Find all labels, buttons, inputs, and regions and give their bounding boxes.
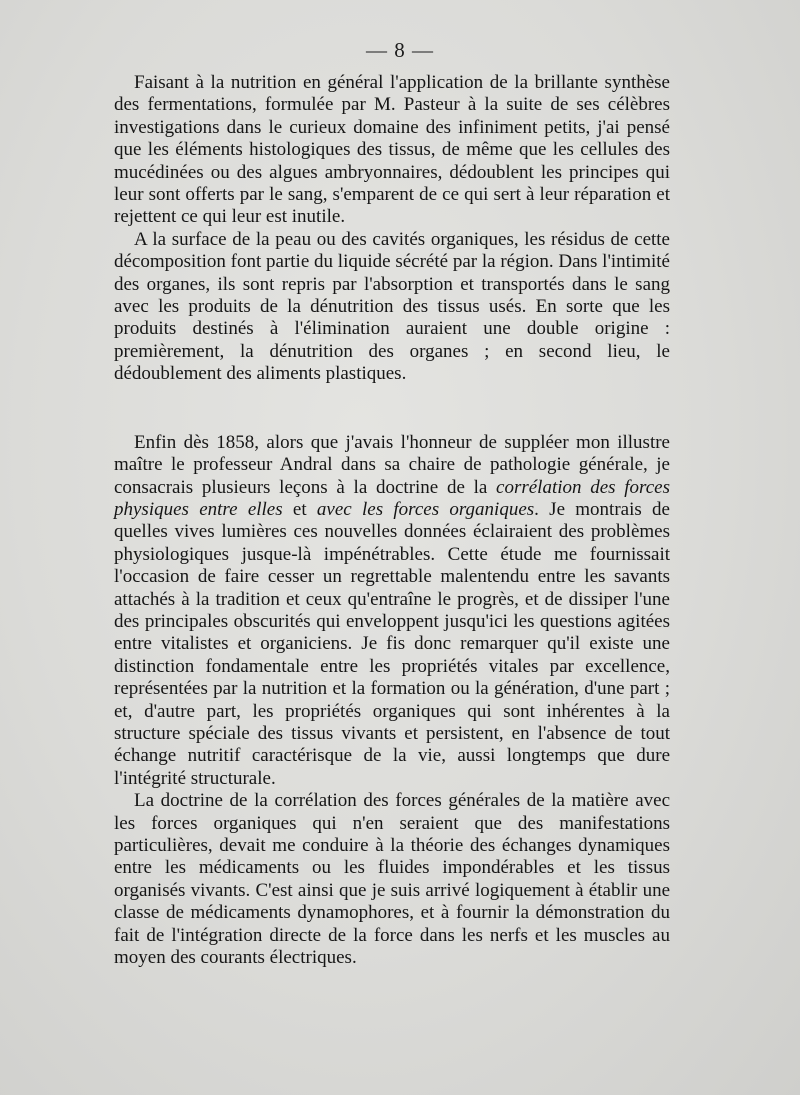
paragraph-3-text-conjunction: et [282,498,317,520]
paragraph-3-italic-phrase-1: corrélation des forces physiques entre elles [114,476,671,520]
paragraph-3-text-start: Enfin dès 1858, alors que j'avais l'honneur de suppléer mon illustre maître le professeur Andral dans sa chaire de pathologie générale, je consacrais plusieurs leçons à la doctrine de la [114,431,670,498]
paragraph-gap [114,386,670,432]
paragraph-1: Faisant à la nutrition en général l'application de la brillante synthèse des fermentations, formulée par M. Pasteur à la suite de ses célèbres investigations dans le curieux domaine des infiniment petits, j'ai pensé que les éléments histologiques des tissus, de même que les cellules des mucédinées ou des algues ambryonnaires, dédoublent les principes qui leur sont offerts par le sang, s'emparent de ce qui sert à leur réparation et rejettent ce qui leur est inutile. [114,72,670,228]
paragraph-4: La doctrine de la corrélation des forces générales de la matière avec les forces organiques qui n'en seraient que des manifestations particulières, devait me conduire à la théorie des échanges dynamiques entre les médicaments ou les fluides impondérables et les tissus organisés vivants. C'est ainsi que je suis arrivé logiquement à établir une classe de médicaments dynamophores, et à fournir la démonstration du fait de l'intégration directe de la force dans les nerfs et les muscles au moyen des courants électriques. [114,790,670,969]
paragraph-3 [114,432,670,791]
paragraph-3-italic-phrase-2: avec les forces organiques [316,498,535,520]
page-number: — 8 — [366,38,434,62]
page-body [114,72,670,969]
paragraph-3-text-end: . Je montrais de quelles vives lumières ces nouvelles données éclairaient des problèmes physiologiques jusque-là impénétrables. Cette étude me fournissait l'occasion de faire cesser un regrettable malentendu entre les savants attachés à la tradition et ceux qu'entraîne le progrès, et de dissiper l'une des principales obscurités qui enveloppent jusqu'ici les questions agitées entre vitalistes et organiciens. Je fis donc remarquer qu'il existe une distinction fondamentale entre les propriétés vitales par excellence, représentées par la nutrition et la formation ou la génération, d'une part ; et, d'autre part, les propriétés organiques qui sont inhérentes à la structure spéciale des tissus vivants et persistent, en l'absence de tout échange nutritif caractérisque de la vie, aussi longtemps que dure l'intégrité structurale. [114,498,670,789]
paragraph-2: A la surface de la peau ou des cavités organiques, les résidus de cette décomposition font partie du liquide sécrété par la région. Dans l'intimité des organes, ils sont repris par l'absorption et transportés dans le sang avec les produits de la dénutrition des tissus usés. En sorte que les produits destinés à l'élimination auraient une double origine : premièrement, la dénutrition des organes ; en second lieu, le dédoublement des aliments plastiques. [114,228,670,385]
